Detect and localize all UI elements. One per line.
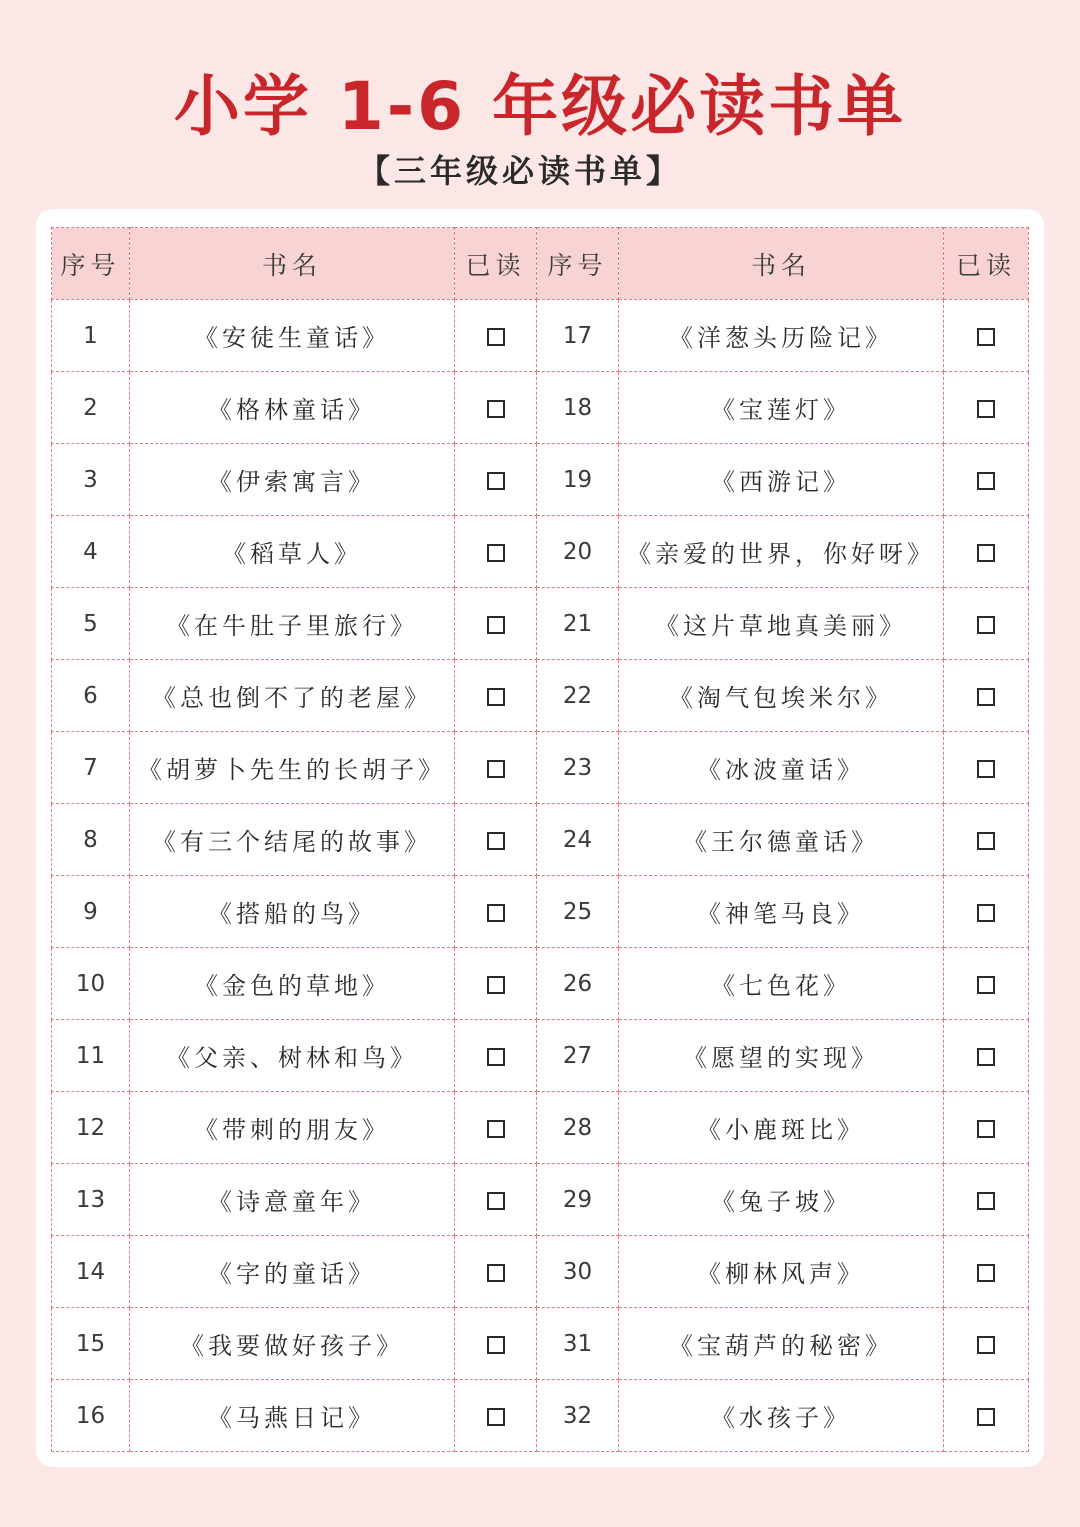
table-row <box>52 804 1029 876</box>
header-number-left: 序号 <box>52 228 130 300</box>
read-checkbox[interactable] <box>977 1336 995 1354</box>
book-number: 9 <box>52 876 130 948</box>
read-checkbox[interactable] <box>977 1192 995 1210</box>
read-checkbox[interactable] <box>487 1048 505 1066</box>
table-header-row <box>52 228 1029 300</box>
read-checkbox[interactable] <box>977 328 995 346</box>
book-number: 10 <box>52 948 130 1020</box>
page-subtitle: 【三年级必读书单】 <box>357 152 682 190</box>
read-cell <box>944 588 1029 660</box>
read-cell <box>455 372 537 444</box>
book-number: 1 <box>52 300 130 372</box>
book-number: 13 <box>52 1164 130 1236</box>
book-title: 《水孩子》 <box>619 1380 944 1452</box>
book-number: 32 <box>537 1380 619 1452</box>
book-number: 23 <box>537 732 619 804</box>
read-cell <box>455 588 537 660</box>
table-row <box>52 372 1029 444</box>
book-number: 14 <box>52 1236 130 1308</box>
read-checkbox[interactable] <box>487 616 505 634</box>
read-cell <box>944 660 1029 732</box>
read-cell <box>455 660 537 732</box>
read-cell <box>944 876 1029 948</box>
book-title: 《诗意童年》 <box>130 1164 455 1236</box>
book-number: 16 <box>52 1380 130 1452</box>
table-row <box>52 1164 1029 1236</box>
read-cell <box>455 1020 537 1092</box>
read-cell <box>944 1236 1029 1308</box>
book-title: 《在牛肚子里旅行》 <box>130 588 455 660</box>
table-row <box>52 300 1029 372</box>
table-row <box>52 1380 1029 1452</box>
table-body <box>52 300 1029 1452</box>
book-number: 6 <box>52 660 130 732</box>
book-number: 24 <box>537 804 619 876</box>
book-number: 22 <box>537 660 619 732</box>
book-number: 29 <box>537 1164 619 1236</box>
table-row <box>52 1020 1029 1092</box>
book-title: 《胡萝卜先生的长胡子》 <box>130 732 455 804</box>
book-title: 《宝莲灯》 <box>619 372 944 444</box>
read-checkbox[interactable] <box>977 976 995 994</box>
book-title: 《淘气包埃米尔》 <box>619 660 944 732</box>
book-title: 《小鹿斑比》 <box>619 1092 944 1164</box>
book-number: 15 <box>52 1308 130 1380</box>
book-number: 31 <box>537 1308 619 1380</box>
table-row <box>52 516 1029 588</box>
read-checkbox[interactable] <box>487 1336 505 1354</box>
read-cell <box>944 732 1029 804</box>
read-cell <box>944 300 1029 372</box>
book-title: 《兔子坡》 <box>619 1164 944 1236</box>
read-cell <box>944 372 1029 444</box>
read-cell <box>455 876 537 948</box>
read-cell <box>944 1308 1029 1380</box>
read-checkbox[interactable] <box>487 472 505 490</box>
table-row <box>52 1308 1029 1380</box>
header-number-right: 序号 <box>537 228 619 300</box>
read-cell <box>944 948 1029 1020</box>
book-title: 《王尔德童话》 <box>619 804 944 876</box>
book-number: 21 <box>537 588 619 660</box>
read-checkbox[interactable] <box>977 832 995 850</box>
read-checkbox[interactable] <box>977 1120 995 1138</box>
book-number: 4 <box>52 516 130 588</box>
header-book-right: 书名 <box>619 228 944 300</box>
read-cell <box>455 1236 537 1308</box>
book-number: 5 <box>52 588 130 660</box>
book-number: 28 <box>537 1092 619 1164</box>
book-title: 《洋葱头历险记》 <box>619 300 944 372</box>
read-checkbox[interactable] <box>977 760 995 778</box>
read-cell <box>455 732 537 804</box>
read-cell <box>944 444 1029 516</box>
header-read-right: 已读 <box>944 228 1029 300</box>
read-checkbox[interactable] <box>487 1264 505 1282</box>
book-title: 《愿望的实现》 <box>619 1020 944 1092</box>
book-title: 《这片草地真美丽》 <box>619 588 944 660</box>
read-cell <box>944 1092 1029 1164</box>
read-cell <box>944 516 1029 588</box>
read-checkbox[interactable] <box>977 544 995 562</box>
book-number: 26 <box>537 948 619 1020</box>
read-cell <box>944 804 1029 876</box>
book-title: 《伊索寓言》 <box>130 444 455 516</box>
read-checkbox[interactable] <box>487 544 505 562</box>
book-title: 《神笔马良》 <box>619 876 944 948</box>
read-checkbox[interactable] <box>977 688 995 706</box>
read-checkbox[interactable] <box>977 1408 995 1426</box>
book-number: 19 <box>537 444 619 516</box>
read-checkbox[interactable] <box>487 328 505 346</box>
book-number: 25 <box>537 876 619 948</box>
book-number: 18 <box>537 372 619 444</box>
read-checkbox[interactable] <box>977 472 995 490</box>
book-title: 《安徒生童话》 <box>130 300 455 372</box>
book-title: 《西游记》 <box>619 444 944 516</box>
table-row <box>52 444 1029 516</box>
table-row <box>52 1092 1029 1164</box>
book-number: 30 <box>537 1236 619 1308</box>
book-title: 《宝葫芦的秘密》 <box>619 1308 944 1380</box>
read-cell <box>944 1020 1029 1092</box>
read-checkbox[interactable] <box>487 832 505 850</box>
read-cell <box>455 804 537 876</box>
book-title: 《带刺的朋友》 <box>130 1092 455 1164</box>
book-number: 2 <box>52 372 130 444</box>
book-title: 《柳林风声》 <box>619 1236 944 1308</box>
page-title: 小学 1-6 年级必读书单 <box>173 68 907 145</box>
table-row <box>52 660 1029 732</box>
book-number: 12 <box>52 1092 130 1164</box>
read-cell <box>944 1164 1029 1236</box>
book-title: 《格林童话》 <box>130 372 455 444</box>
read-checkbox[interactable] <box>487 1120 505 1138</box>
read-cell <box>455 948 537 1020</box>
book-title: 《稻草人》 <box>130 516 455 588</box>
table-row <box>52 1236 1029 1308</box>
book-title: 《我要做好孩子》 <box>130 1308 455 1380</box>
book-title: 《金色的草地》 <box>130 948 455 1020</box>
read-cell <box>455 1164 537 1236</box>
read-checkbox[interactable] <box>487 1192 505 1210</box>
book-title: 《七色花》 <box>619 948 944 1020</box>
table-row <box>52 948 1029 1020</box>
read-cell <box>455 1380 537 1452</box>
table-row <box>52 588 1029 660</box>
book-number: 17 <box>537 300 619 372</box>
read-cell <box>455 1092 537 1164</box>
read-cell <box>944 1380 1029 1452</box>
read-checkbox[interactable] <box>977 1048 995 1066</box>
read-checkbox[interactable] <box>487 1408 505 1426</box>
table-row <box>52 876 1029 948</box>
read-checkbox[interactable] <box>977 400 995 418</box>
book-title: 《亲爱的世界，你好呀》 <box>619 516 944 588</box>
book-title: 《搭船的鸟》 <box>130 876 455 948</box>
read-checkbox[interactable] <box>487 760 505 778</box>
read-checkbox[interactable] <box>977 616 995 634</box>
book-title: 《父亲、树林和鸟》 <box>130 1020 455 1092</box>
read-cell <box>455 300 537 372</box>
read-checkbox[interactable] <box>487 688 505 706</box>
book-title: 《总也倒不了的老屋》 <box>130 660 455 732</box>
book-number: 11 <box>52 1020 130 1092</box>
read-checkbox[interactable] <box>977 1264 995 1282</box>
read-cell <box>455 516 537 588</box>
read-cell <box>455 1308 537 1380</box>
book-number: 27 <box>537 1020 619 1092</box>
read-checkbox[interactable] <box>487 400 505 418</box>
table-row <box>52 732 1029 804</box>
read-checkbox[interactable] <box>487 976 505 994</box>
book-number: 20 <box>537 516 619 588</box>
book-title: 《冰波童话》 <box>619 732 944 804</box>
book-title: 《字的童话》 <box>130 1236 455 1308</box>
header-read-left: 已读 <box>455 228 537 300</box>
read-cell <box>455 444 537 516</box>
book-title: 《马燕日记》 <box>130 1380 455 1452</box>
book-title: 《有三个结尾的故事》 <box>130 804 455 876</box>
header-book-left: 书名 <box>130 228 455 300</box>
book-list-table <box>51 227 1029 1452</box>
read-checkbox[interactable] <box>977 904 995 922</box>
book-number: 7 <box>52 732 130 804</box>
book-number: 3 <box>52 444 130 516</box>
book-number: 8 <box>52 804 130 876</box>
read-checkbox[interactable] <box>487 904 505 922</box>
